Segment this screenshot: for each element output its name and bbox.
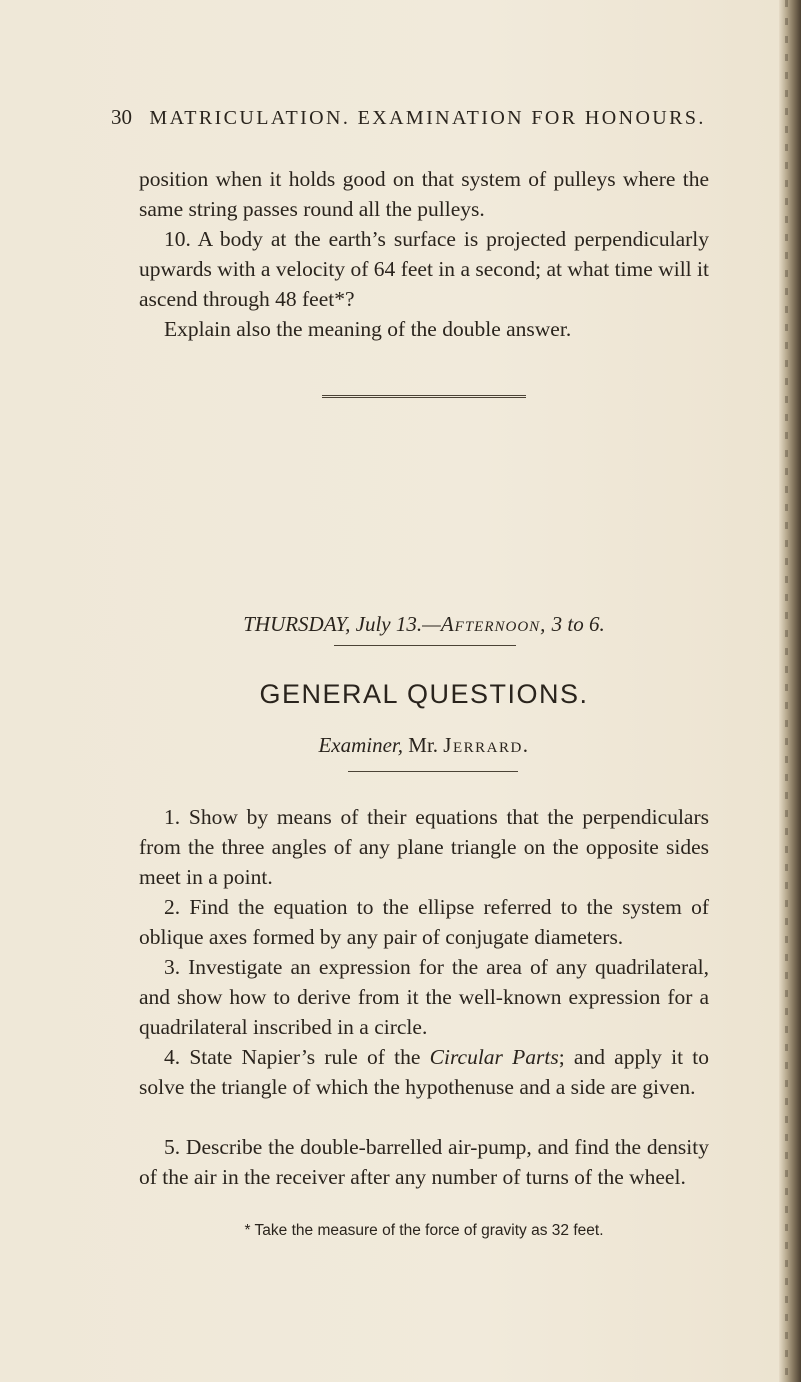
session-hours: 3 to 6.	[551, 612, 605, 636]
question-3: 3. Investigate an expression for the area of any quadrilateral, and show how to derive from it the well-known expression for a quadrilateral inscribed in a circle.	[139, 955, 709, 1039]
question-10: 10. A body at the earth’s surface is projected perpendicularly upwards with a velocity of 64 feet in a second; at what time will it ascend through 48 feet*?	[139, 227, 709, 311]
session-time-of-day: Afternoon,	[440, 612, 547, 636]
page-number: 30	[111, 105, 132, 129]
section-heading: GENERAL QUESTIONS.	[259, 679, 589, 709]
question-10-explain: Explain also the meaning of the double answer.	[164, 317, 572, 341]
divider-top	[334, 645, 516, 646]
running-title: MATRICULATION. EXAMINATION FOR HONOURS.	[149, 107, 706, 129]
question-4-circular-parts: Circular Parts	[429, 1045, 559, 1069]
running-head	[111, 105, 706, 130]
question-1: 1. Show by means of their equations that the perpendiculars from the three angles of any plane triangle on the opposite sides meet in a point.	[139, 805, 709, 889]
continuation-paragraph: position when it holds good on that system of pulleys where the same string passes round all the pulleys.	[139, 167, 709, 221]
examiner-name: Jerrard.	[443, 733, 530, 757]
question-4-end: ; and apply it to solve the triangle of which the hypothenuse and a side are given.	[139, 1045, 710, 1099]
footnote: * Take the measure of the force of gravity as 32 feet.	[244, 1222, 604, 1239]
double-divider	[322, 395, 526, 398]
question-5: 5. Describe the double-barrelled air-pump, and find the density of the air in the receiver after any number of turns of the wheel.	[139, 1135, 709, 1189]
session-line	[139, 612, 709, 637]
question-4-start: 4. State Napier’s rule of the	[164, 1045, 421, 1069]
session-date: July 13.	[355, 612, 423, 636]
question-4	[139, 1042, 709, 1102]
session-dash: —	[422, 612, 441, 636]
divider-bottom	[348, 771, 518, 772]
session-day: THURSDAY,	[243, 612, 351, 636]
examiner-title: Mr.	[408, 733, 439, 757]
question-2: 2. Find the equation to the ellipse referred to the system of oblique axes formed by any pair of conjugate diameters.	[139, 895, 709, 949]
page-edge	[779, 0, 801, 1382]
examiner-line	[139, 733, 709, 758]
examiner-role: Examiner,	[318, 733, 404, 757]
